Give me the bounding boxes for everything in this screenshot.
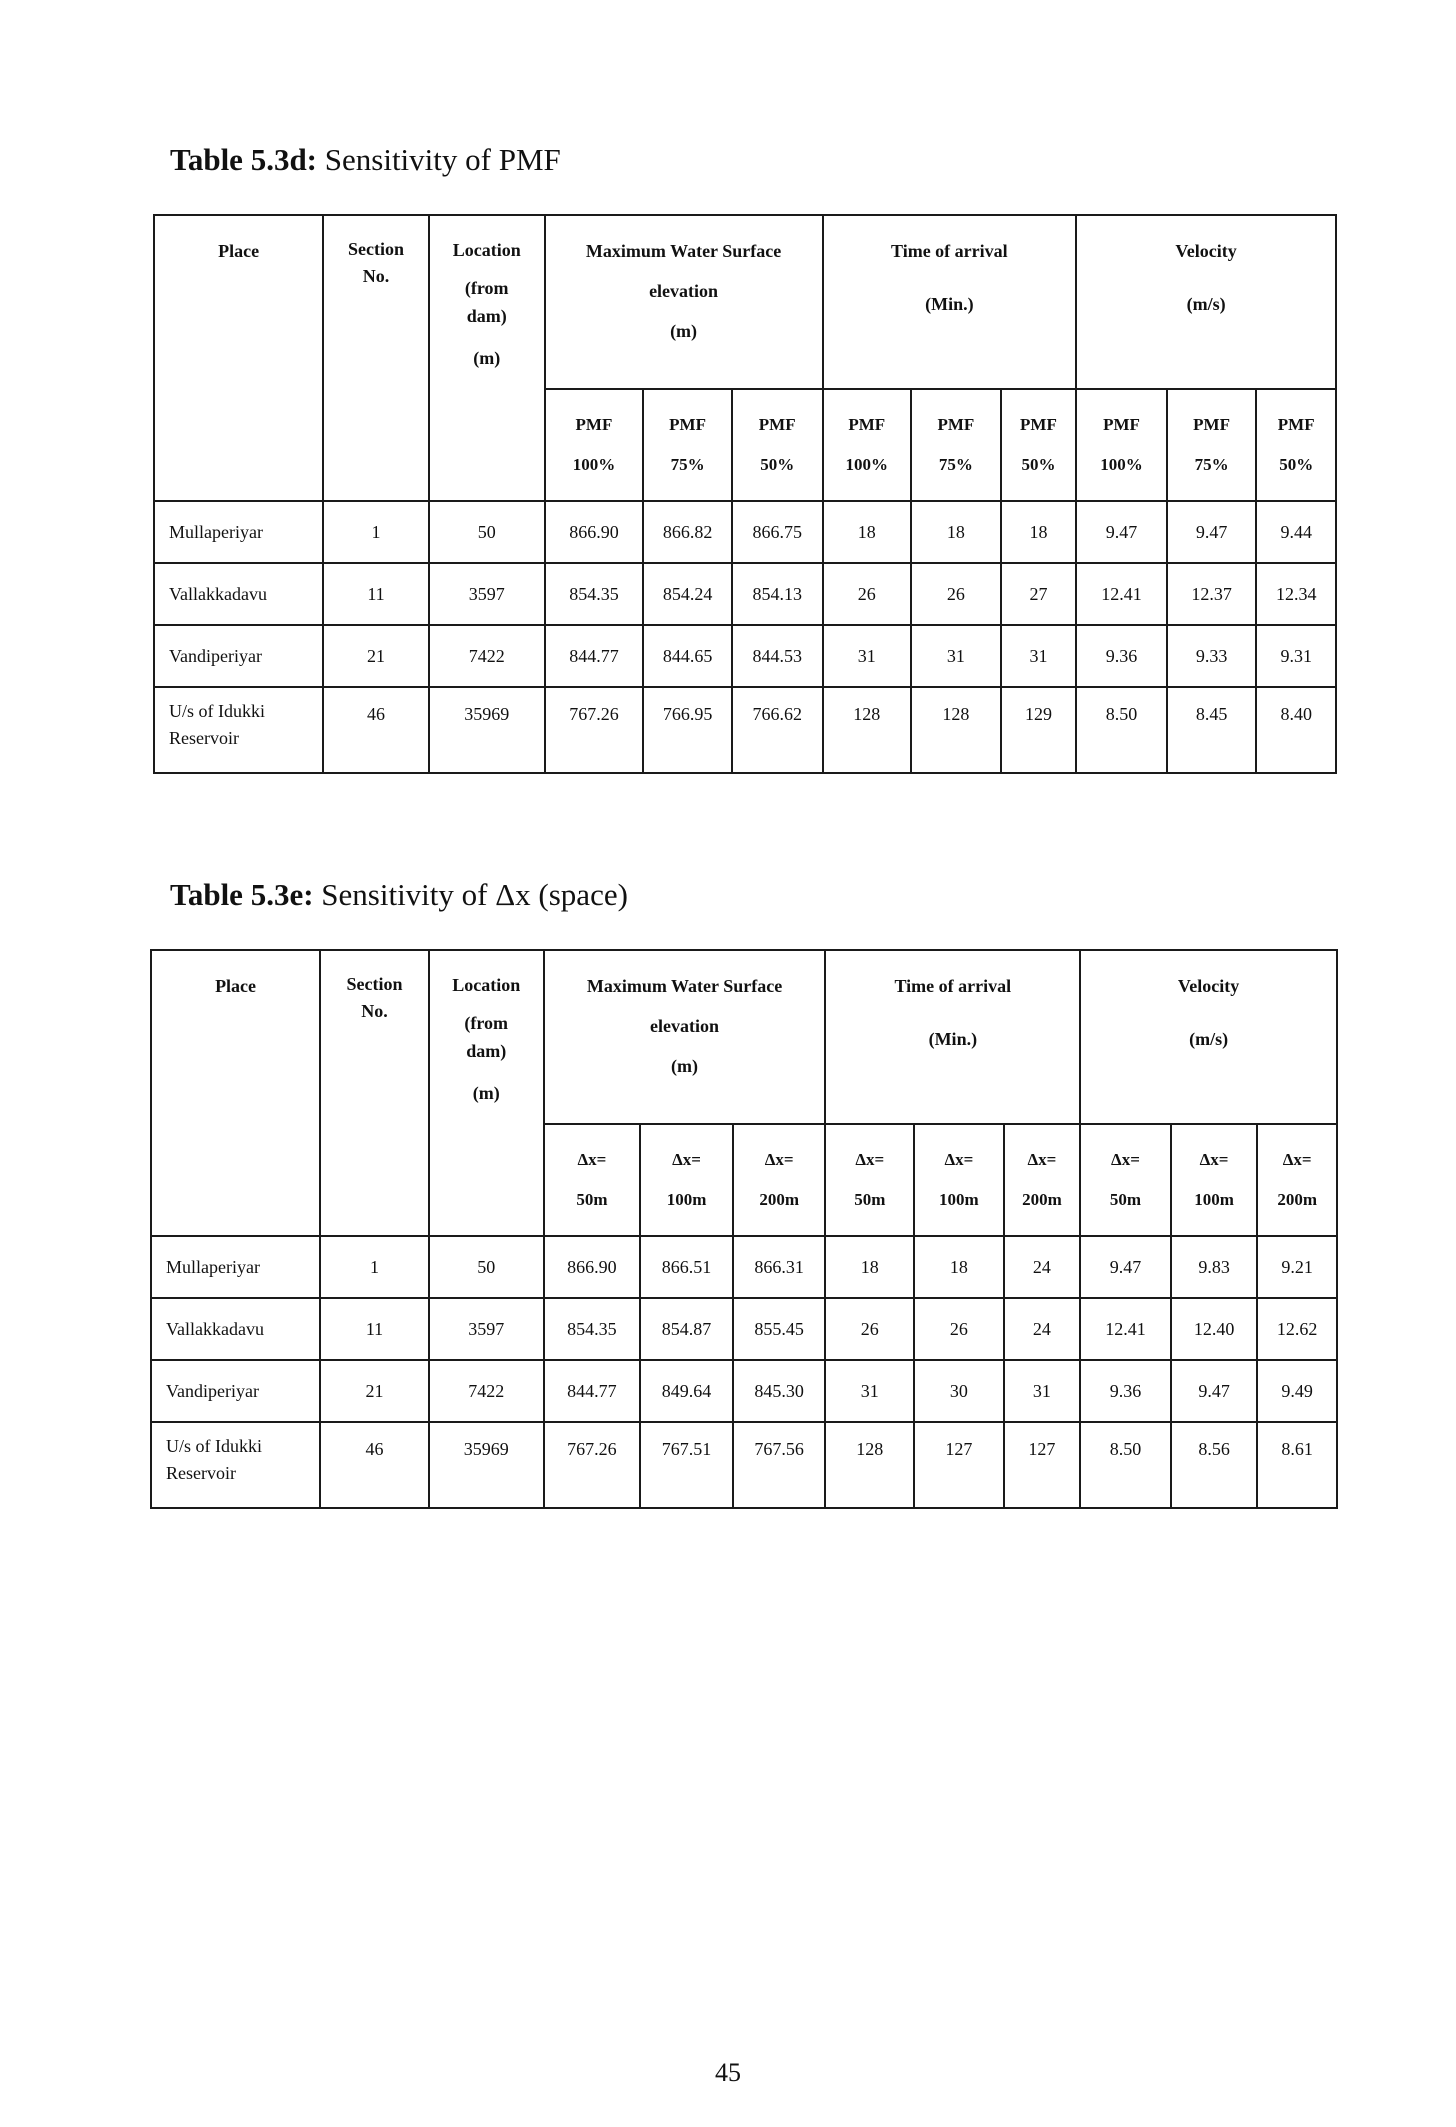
location-header-line: Location <box>452 975 521 995</box>
value-cell: 854.24 <box>643 563 732 625</box>
table-5-3d <box>153 214 1337 774</box>
subheader-top: PMF <box>575 415 613 434</box>
section-cell: 21 <box>323 625 429 687</box>
value-cell: 12.40 <box>1171 1298 1258 1360</box>
value-cell: 866.31 <box>733 1236 826 1298</box>
subheader-cell <box>823 389 912 501</box>
time-of-arrival-header-line: Time of arrival <box>894 976 1012 996</box>
subheader-top: PMF <box>937 415 975 434</box>
value-cell: 9.47 <box>1076 501 1167 563</box>
value-cell: 8.61 <box>1257 1422 1337 1508</box>
elevation-header-line: (m) <box>670 321 698 341</box>
value-cell: 844.53 <box>732 625 823 687</box>
page-number: 45 <box>715 2058 741 2087</box>
value-cell: 12.34 <box>1256 563 1336 625</box>
subheader-bottom: 100% <box>572 455 616 474</box>
table-title: Sensitivity of Δx (space) <box>321 877 628 912</box>
section-cell: 46 <box>320 1422 429 1508</box>
value-cell: 9.36 <box>1080 1360 1171 1422</box>
subheader-top: Δx= <box>1027 1150 1057 1169</box>
elevation-header-line: elevation <box>650 1016 720 1036</box>
subheader-cell <box>1001 389 1077 501</box>
subheader-top: PMF <box>1277 415 1315 434</box>
value-cell: 866.75 <box>732 501 823 563</box>
subheader-bottom: 75% <box>670 455 705 474</box>
table-row <box>154 501 1336 563</box>
value-cell: 129 <box>1001 687 1077 773</box>
value-cell: 31 <box>1001 625 1077 687</box>
value-cell: 854.13 <box>732 563 823 625</box>
table-row <box>151 1236 1337 1298</box>
value-cell: 9.47 <box>1080 1236 1171 1298</box>
value-cell: 128 <box>823 687 912 773</box>
elevation-header <box>545 215 823 389</box>
subheader-cell <box>1167 389 1257 501</box>
subheader-cell <box>1171 1124 1258 1236</box>
subheader-cell <box>545 389 644 501</box>
value-cell: 127 <box>1004 1422 1081 1508</box>
location-header-line: dam) <box>466 306 507 326</box>
value-cell: 9.33 <box>1167 625 1257 687</box>
elevation-header-line: Maximum Water Surface <box>585 241 782 261</box>
value-cell: 9.36 <box>1076 625 1167 687</box>
table-5-3e-caption <box>170 877 628 913</box>
place-cell <box>151 1422 320 1508</box>
velocity-header-line: Velocity <box>1175 241 1237 261</box>
subheader-bottom: 100m <box>1194 1190 1234 1209</box>
elevation-header-line: Maximum Water Surface <box>586 976 783 996</box>
subheader-top: Δx= <box>577 1150 607 1169</box>
value-cell: 866.90 <box>545 501 644 563</box>
location-header-line: (m) <box>472 1083 500 1103</box>
table-label: Table 5.3d: <box>170 142 318 177</box>
subheader-bottom: 50m <box>576 1190 608 1209</box>
velocity-header-line: (m/s) <box>1186 294 1226 314</box>
value-cell: 9.31 <box>1256 625 1336 687</box>
value-cell: 9.47 <box>1171 1360 1258 1422</box>
place-name-line: U/s of Idukki <box>166 1436 262 1456</box>
location-header-line: (from <box>464 278 509 298</box>
time-of-arrival-header <box>825 950 1080 1124</box>
subheader-top: Δx= <box>944 1150 974 1169</box>
subheader-top: Δx= <box>1282 1150 1312 1169</box>
elevation-header <box>544 950 826 1124</box>
table-row <box>154 563 1336 625</box>
value-cell: 866.51 <box>640 1236 733 1298</box>
table-row <box>151 1360 1337 1422</box>
value-cell: 18 <box>823 501 912 563</box>
section-header <box>323 215 429 501</box>
subheader-cell <box>1256 389 1336 501</box>
subheader-cell <box>732 389 823 501</box>
value-cell: 8.45 <box>1167 687 1257 773</box>
time-of-arrival-header-line: Time of arrival <box>891 241 1008 261</box>
location-cell: 3597 <box>429 1298 544 1360</box>
value-cell: 30 <box>914 1360 1004 1422</box>
value-cell: 18 <box>911 501 1001 563</box>
place-header-label: Place <box>215 976 257 996</box>
subheader-bottom: 100% <box>1100 455 1143 474</box>
section-cell: 21 <box>320 1360 429 1422</box>
subheader-cell <box>643 389 732 501</box>
time-of-arrival-header-line: (Min.) <box>925 294 974 314</box>
subheader-cell <box>1080 1124 1171 1236</box>
value-cell: 127 <box>914 1422 1004 1508</box>
section-cell: 11 <box>323 563 429 625</box>
subheader-bottom: 75% <box>938 455 973 474</box>
section-cell: 1 <box>323 501 429 563</box>
value-cell: 24 <box>1004 1298 1081 1360</box>
velocity-header-line: Velocity <box>1177 976 1240 996</box>
section-header-line: Section <box>346 974 403 994</box>
table-5-3d-caption <box>170 142 561 178</box>
location-cell: 50 <box>429 501 545 563</box>
place-cell <box>154 687 323 773</box>
value-cell: 854.35 <box>544 1298 641 1360</box>
value-cell: 9.83 <box>1171 1236 1258 1298</box>
subheader-bottom: 200m <box>759 1190 799 1209</box>
value-cell: 31 <box>823 625 912 687</box>
place-header <box>154 215 323 501</box>
value-cell: 855.45 <box>733 1298 826 1360</box>
section-header-line: No. <box>361 1001 388 1021</box>
place-name-line: U/s of Idukki <box>169 701 265 721</box>
section-cell: 46 <box>323 687 429 773</box>
value-cell: 866.82 <box>643 501 732 563</box>
location-cell: 7422 <box>429 625 545 687</box>
value-cell: 854.87 <box>640 1298 733 1360</box>
value-cell: 26 <box>825 1298 914 1360</box>
subheader-bottom: 50% <box>760 455 795 474</box>
value-cell: 26 <box>823 563 912 625</box>
location-header-line: (from <box>464 1013 509 1033</box>
value-cell: 844.65 <box>643 625 732 687</box>
time-of-arrival-header-line: (Min.) <box>928 1029 978 1049</box>
table-label: Table 5.3e: <box>170 877 314 912</box>
value-cell: 766.62 <box>732 687 823 773</box>
velocity-header <box>1076 215 1336 389</box>
place-name-line: Reservoir <box>169 728 239 748</box>
value-cell: 12.62 <box>1257 1298 1337 1360</box>
value-cell: 767.26 <box>544 1422 641 1508</box>
section-cell: 1 <box>320 1236 429 1298</box>
location-cell: 35969 <box>429 687 545 773</box>
value-cell: 854.35 <box>545 563 644 625</box>
value-cell: 12.41 <box>1076 563 1167 625</box>
subheader-cell <box>733 1124 826 1236</box>
subheader-bottom: 100m <box>939 1190 979 1209</box>
location-header-line: dam) <box>466 1041 507 1061</box>
subheader-top: Δx= <box>672 1150 701 1169</box>
value-cell: 9.47 <box>1167 501 1257 563</box>
header-row <box>154 215 1336 389</box>
location-cell: 7422 <box>429 1360 544 1422</box>
section-header-line: No. <box>362 266 390 286</box>
value-cell: 31 <box>825 1360 914 1422</box>
location-header <box>429 950 544 1236</box>
subheader-cell <box>911 389 1001 501</box>
subheader-cell <box>1076 389 1167 501</box>
subheader-top: PMF <box>669 415 706 434</box>
place-header <box>151 950 320 1236</box>
subheader-cell <box>1257 1124 1337 1236</box>
table-row <box>151 1298 1337 1360</box>
value-cell: 8.50 <box>1076 687 1167 773</box>
location-header <box>429 215 545 501</box>
subheader-bottom: 50% <box>1021 455 1056 474</box>
place-header-label: Place <box>218 241 260 261</box>
value-cell: 9.44 <box>1256 501 1336 563</box>
value-cell: 26 <box>914 1298 1004 1360</box>
value-cell: 849.64 <box>640 1360 733 1422</box>
value-cell: 844.77 <box>545 625 644 687</box>
value-cell: 12.37 <box>1167 563 1257 625</box>
value-cell: 128 <box>911 687 1001 773</box>
subheader-top: PMF <box>1193 415 1230 434</box>
velocity-header-line: (m/s) <box>1189 1029 1229 1049</box>
table-title: Sensitivity of PMF <box>324 142 561 177</box>
subheader-cell <box>914 1124 1004 1236</box>
value-cell: 18 <box>1001 501 1077 563</box>
value-cell: 8.40 <box>1256 687 1336 773</box>
table-row <box>154 687 1336 773</box>
subheader-bottom: 200m <box>1277 1190 1318 1209</box>
time-of-arrival-header <box>823 215 1077 389</box>
subheader-top: Δx= <box>855 1150 885 1169</box>
table-row <box>154 625 1336 687</box>
subheader-bottom: 100m <box>666 1190 707 1209</box>
subheader-top: PMF <box>1103 415 1140 434</box>
subheader-bottom: 50m <box>1109 1190 1142 1209</box>
value-cell: 31 <box>1004 1360 1081 1422</box>
value-cell: 12.41 <box>1080 1298 1171 1360</box>
subheader-bottom: 50m <box>854 1190 886 1209</box>
place-cell: Vandiperiyar <box>151 1360 320 1422</box>
subheader-cell <box>640 1124 733 1236</box>
elevation-header-line: (m) <box>671 1056 699 1076</box>
subheader-top: Δx= <box>764 1150 794 1169</box>
subheader-top: Δx= <box>1111 1150 1140 1169</box>
section-header <box>320 950 429 1236</box>
place-cell: Vandiperiyar <box>154 625 323 687</box>
velocity-header <box>1080 950 1337 1124</box>
value-cell: 767.26 <box>545 687 644 773</box>
section-header-line: Section <box>347 239 404 259</box>
value-cell: 866.90 <box>544 1236 641 1298</box>
subheader-cell <box>1004 1124 1081 1236</box>
subheader-top: PMF <box>1020 415 1057 434</box>
subheader-bottom: 200m <box>1022 1190 1062 1209</box>
location-header-line: Location <box>452 240 521 260</box>
subheader-bottom: 75% <box>1194 455 1229 474</box>
header-row <box>151 950 1337 1124</box>
location-cell: 35969 <box>429 1422 544 1508</box>
elevation-header-line: elevation <box>649 281 719 301</box>
place-cell: Mullaperiyar <box>154 501 323 563</box>
location-cell: 3597 <box>429 563 545 625</box>
value-cell: 767.51 <box>640 1422 733 1508</box>
location-cell: 50 <box>429 1236 544 1298</box>
value-cell: 845.30 <box>733 1360 826 1422</box>
table-5-3e <box>150 949 1338 1509</box>
place-cell: Vallakkadavu <box>151 1298 320 1360</box>
value-cell: 767.56 <box>733 1422 826 1508</box>
value-cell: 766.95 <box>643 687 732 773</box>
value-cell: 27 <box>1001 563 1077 625</box>
table-row <box>151 1422 1337 1508</box>
subheader-cell <box>825 1124 914 1236</box>
subheader-top: Δx= <box>1199 1150 1229 1169</box>
value-cell: 9.49 <box>1257 1360 1337 1422</box>
location-header-line: (m) <box>473 348 501 368</box>
value-cell: 18 <box>914 1236 1004 1298</box>
subheader-top: PMF <box>848 415 886 434</box>
value-cell: 26 <box>911 563 1001 625</box>
value-cell: 31 <box>911 625 1001 687</box>
value-cell: 24 <box>1004 1236 1081 1298</box>
value-cell: 128 <box>825 1422 914 1508</box>
value-cell: 844.77 <box>544 1360 641 1422</box>
place-cell: Mullaperiyar <box>151 1236 320 1298</box>
value-cell: 8.50 <box>1080 1422 1171 1508</box>
subheader-cell <box>544 1124 641 1236</box>
section-cell: 11 <box>320 1298 429 1360</box>
subheader-top: PMF <box>758 415 796 434</box>
value-cell: 9.21 <box>1257 1236 1337 1298</box>
subheader-bottom: 100% <box>845 455 889 474</box>
value-cell: 18 <box>825 1236 914 1298</box>
place-cell: Vallakkadavu <box>154 563 323 625</box>
value-cell: 8.56 <box>1171 1422 1258 1508</box>
place-name-line: Reservoir <box>166 1463 236 1483</box>
subheader-bottom: 50% <box>1279 455 1314 474</box>
